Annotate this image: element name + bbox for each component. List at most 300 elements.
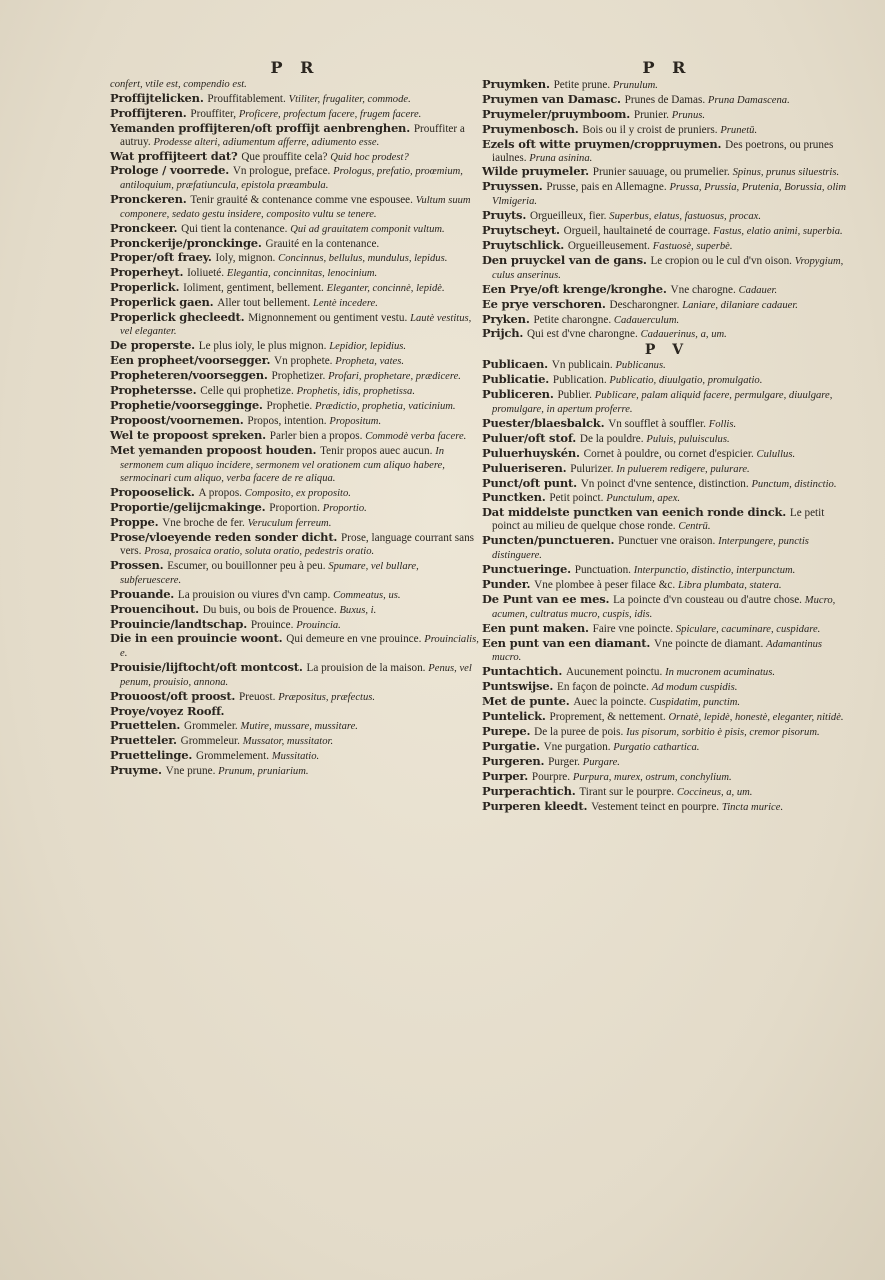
entry-headword: Prijch.	[482, 326, 528, 341]
dictionary-entry	[482, 770, 852, 785]
entry-french: Vne poincte de diamant.	[653, 637, 767, 650]
entry-french: Tenir propos auec aucun.	[320, 444, 436, 457]
dictionary-entry	[110, 749, 480, 764]
entry-french: Punctuation.	[574, 564, 634, 576]
entry-french: Grommeleur.	[180, 734, 243, 747]
entry-headword: Ezels oft witte pruymen/croppruymen.	[482, 136, 726, 151]
dictionary-entry	[482, 695, 852, 710]
dictionary-entry	[110, 764, 480, 779]
entry-headword: Yemanden proffijteren/oft proffijt aenbrenghen.	[110, 120, 414, 135]
entry-french: Orgueilleux, fier.	[529, 210, 610, 223]
entry-latin: Adamantinus mucro.	[492, 638, 823, 664]
dictionary-entry	[110, 661, 480, 690]
entry-french: Orgueil, haultaineté de courrage.	[563, 225, 714, 238]
entry-headword: Purperachtich.	[482, 783, 580, 798]
entry-headword: Puntelick.	[482, 709, 550, 724]
entry-headword: Pruymeler/pruymboom.	[482, 106, 634, 121]
entry-french: En façon de poincte.	[556, 681, 652, 694]
entry-latin: Punctum, distinctio.	[751, 478, 837, 490]
dictionary-entry	[110, 414, 480, 429]
dictionary-entry	[110, 150, 480, 165]
entry-french: Proprement, & nettement.	[549, 711, 669, 724]
dictionary-entry	[110, 296, 480, 311]
dictionary-entry	[110, 429, 480, 444]
entry-french: Prouince.	[250, 618, 297, 631]
dictionary-entry	[110, 486, 480, 501]
entry-latin: Eleganter, concinnè, lepidè.	[326, 282, 445, 294]
dictionary-entry	[110, 444, 480, 487]
entry-latin: Cuspidatim, punctim.	[649, 697, 741, 709]
entry-headword: Die in een prouincie woont.	[110, 631, 287, 646]
entry-latin: Cadauer.	[738, 284, 778, 296]
entry-french: Prouffiter,	[190, 107, 239, 120]
entry-french: De la pouldre.	[579, 432, 647, 445]
entry-french: Publication.	[552, 374, 610, 387]
entry-french: Vn poinct d'vne sentence, distinction.	[580, 477, 752, 490]
entry-headword: Purgatie.	[482, 738, 544, 753]
entry-headword: Prouincie/landtschap.	[110, 616, 251, 631]
entry-headword: Prouisie/lijftocht/oft montcost.	[110, 660, 307, 675]
entry-latin: Mutire, mussare, mussitare.	[240, 720, 358, 732]
entry-latin: Vtiliter, frugaliter, commode.	[288, 93, 411, 105]
dictionary-entry	[482, 224, 852, 239]
entry-latin: Ius pisorum, sorbitio è pisis, cremor pisorum.	[626, 726, 820, 738]
entry-headword: Proffijteren.	[110, 105, 191, 120]
entry-headword: Wel te propoost spreken.	[110, 427, 270, 442]
entry-headword: Prouande.	[110, 586, 178, 601]
entry-french: Publier.	[557, 389, 595, 402]
dictionary-entry	[482, 180, 852, 209]
entry-headword: Prossen.	[110, 557, 168, 572]
entry-headword: Pulueriseren.	[482, 460, 571, 475]
entry-headword: Proportie/gelijcmakinge.	[110, 500, 270, 515]
dictionary-entry	[110, 311, 480, 340]
dictionary-entry	[482, 593, 852, 622]
dictionary-entry	[110, 618, 480, 633]
dictionary-entry	[482, 710, 852, 725]
entry-latin: Cadauerinus, a, um.	[640, 329, 727, 341]
entry-latin: Propositum.	[329, 415, 382, 427]
dictionary-entry	[110, 384, 480, 399]
entry-headword: Den pruyckel van de gans.	[482, 252, 651, 267]
entry-latin: Lautè vestitus, vel eleganter.	[120, 312, 472, 338]
entry-french: Mignonnement ou gentiment vestu.	[248, 311, 411, 324]
entry-french: Le plus ioly, le plus mignon.	[198, 340, 330, 353]
entry-headword: Properlick ghecleedt.	[110, 309, 249, 324]
dictionary-entry	[482, 298, 852, 313]
entry-french: Qui est d'vne charongne.	[527, 328, 641, 341]
entry-latin: Prunetū.	[720, 124, 758, 136]
entry-french: Du buis, ou bois de Prouence.	[202, 603, 340, 616]
entry-headword: Proper/oft fraey.	[110, 249, 216, 264]
entry-headword: Een punt van een diamant.	[482, 635, 654, 650]
dictionary-entry	[110, 122, 480, 150]
entry-headword: Propoost/voornemen.	[110, 412, 248, 427]
entry-latin: In mucronem acuminatus.	[665, 667, 776, 679]
dictionary-entry	[482, 578, 852, 593]
entry-headword: Puluerhuyskén.	[482, 445, 584, 460]
entry-french: Ioliment, gentiment, bellement.	[183, 281, 327, 294]
entry-latin: Quid hoc prodest?	[330, 151, 409, 163]
entry-headword: Punder.	[482, 576, 535, 591]
dictionary-entry	[482, 123, 852, 138]
dictionary-entry	[110, 222, 480, 237]
entry-headword: Publicatie.	[482, 372, 553, 387]
dictionary-entry	[482, 491, 852, 506]
entry-french: Faire vne poincte.	[592, 622, 676, 635]
entry-french: Purger.	[548, 755, 583, 768]
dictionary-entry	[110, 501, 480, 516]
entry-latin: Spumare, vel bullare, subferuescere.	[120, 560, 419, 586]
entry-french: Vn prologue, preface.	[232, 165, 334, 178]
section-heading-pv: P V	[644, 342, 690, 359]
entry-headword: Pronckeer.	[110, 221, 182, 236]
dictionary-entry	[110, 719, 480, 734]
dictionary-entry	[482, 563, 852, 578]
dictionary-entry	[110, 281, 480, 296]
entry-headword: Pruyssen.	[482, 179, 547, 194]
entry-headword: Puluer/oft stof.	[482, 430, 580, 445]
entry-headword: Properlick.	[110, 279, 184, 294]
entry-latin: Commeatus, us.	[333, 589, 401, 601]
dictionary-entry	[482, 78, 852, 93]
entry-latin: Ornatè, lepidè, honestè, eleganter, nitidè.	[668, 712, 844, 724]
entry-latin: Proportio.	[322, 503, 367, 515]
dictionary-entry	[110, 632, 480, 661]
dictionary-entry	[110, 399, 480, 414]
entry-latin: Propheta, vates.	[335, 356, 405, 368]
entry-french: Bois ou il y croist de pruniers.	[582, 123, 721, 136]
dictionary-entry	[110, 369, 480, 384]
entry-latin: Mucro, acumen, cultratus mucro, cuspis, idis.	[492, 594, 836, 620]
entry-french: Propos, intention.	[247, 414, 330, 427]
entry-headword: Pruettelen.	[110, 717, 184, 732]
entry-headword: Proppe.	[110, 515, 163, 530]
entry-french: Descharongner.	[609, 298, 683, 311]
entry-headword: De Punt van ee mes.	[482, 591, 614, 606]
dictionary-entry	[482, 388, 852, 417]
dictionary-entry	[110, 354, 480, 369]
entry-latin: Spinus, prunus siluestris.	[732, 167, 840, 179]
entry-latin: Lepidior, lepidius.	[329, 341, 407, 353]
entry-latin: Interpungere, punctis distinguere.	[492, 536, 809, 562]
entry-french: Prunier sauuage, ou prumelier.	[592, 166, 733, 179]
entry-french: Vestement teinct en pourpre.	[591, 800, 722, 813]
entry-headword: Propooselick.	[110, 485, 199, 500]
entry-latin: Lentè incedere.	[313, 297, 378, 309]
entry-latin: Composito, ex proposito.	[244, 488, 351, 500]
entry-headword: Met yemanden propoost houden.	[110, 442, 321, 457]
dictionary-entry	[482, 755, 852, 770]
entry-french: Petite prune.	[553, 79, 613, 91]
entry-latin: Qui ad grauitatem componit vultum.	[290, 224, 445, 236]
entry-french: Ioliueté.	[187, 266, 227, 279]
entry-french: Pourpre.	[531, 770, 573, 783]
entry-headword: Een punt maken.	[482, 620, 593, 635]
entry-french: Vn prophete.	[274, 355, 336, 368]
entry-headword: Purperen kleedt.	[482, 798, 592, 813]
entry-headword: Pruettelinge.	[110, 747, 196, 762]
entry-french: Que prouffite cela?	[241, 150, 331, 163]
dictionary-entry	[110, 92, 480, 107]
entry-headword: Prophetie/voorsegginge.	[110, 397, 267, 412]
entry-latin: Prouincia.	[296, 619, 341, 631]
entry-headword: Pruytscheyt.	[482, 223, 564, 238]
entry-french: Prouffiter a autruy.	[120, 122, 465, 148]
entry-latin: Puluis, puluisculus.	[646, 433, 730, 445]
dictionary-entry	[482, 506, 852, 534]
entry-latin: Prophetis, idis, prophetissa.	[296, 386, 415, 398]
dictionary-entry	[110, 734, 480, 749]
entry-latin: Publicare, palam aliquid facere, permulgare, diuulgare, promulgare, in apertum proferre.	[492, 390, 833, 416]
entry-french: De la puree de pois.	[534, 725, 627, 738]
entry-french: A propos.	[198, 487, 245, 500]
entry-french: Prophetizer.	[271, 370, 329, 383]
entry-latin: Laniare, dilaniare cadauer.	[682, 299, 798, 311]
entry-french: Escumer, ou bouillonner peu à peu.	[167, 559, 329, 572]
entry-french: Aller tout bellement.	[217, 296, 313, 309]
entry-french: Qui demeure en vne prouince.	[286, 633, 425, 646]
entry-headword: Puester/blaesbalck.	[482, 415, 609, 430]
right-column	[482, 58, 852, 814]
dictionary-entry	[482, 358, 852, 373]
entry-headword: Puntachtich.	[482, 664, 566, 679]
dictionary-entry	[482, 534, 852, 563]
entry-latin: Punctulum, apex.	[606, 493, 681, 505]
entry-latin: Proficere, profectum facere, frugem facere.	[238, 108, 422, 120]
entry-headword: Proffijtelicken.	[110, 90, 208, 105]
entry-headword: Puntswijse.	[482, 679, 557, 694]
entry-latin: Follis.	[708, 418, 737, 430]
dictionary-entry	[110, 78, 480, 92]
dictionary-entry	[110, 266, 480, 281]
entry-headword: Prouencihout.	[110, 601, 203, 616]
entry-headword: Ee prye verschoren.	[482, 296, 610, 311]
dictionary-entry	[482, 785, 852, 800]
entry-french: Preuost.	[239, 691, 279, 704]
dictionary-entry	[110, 690, 480, 705]
entry-latin: Prosa, prosaica oratio, soluta oratio, pedestris oratio.	[144, 546, 375, 557]
entry-latin: Prunulum.	[612, 80, 658, 91]
entry-headword: Puncten/punctueren.	[482, 533, 619, 548]
dictionary-entry	[482, 239, 852, 254]
entry-latin: Prussa, Prussia, Prutenia, Borussia, olim Vlmigeria.	[492, 182, 847, 208]
entry-latin: Centrū.	[678, 521, 711, 533]
entry-french: Le petit poinct au milieu de quelque chose ronde.	[492, 507, 825, 533]
entry-french: Tenir grauité & contenance comme vne espousee.	[190, 194, 416, 207]
dictionary-entry	[110, 107, 480, 122]
entry-latin: Elegantia, concinnitas, lenocinium.	[226, 267, 378, 279]
entry-french: Le cropion ou le cul d'vn oison.	[650, 254, 795, 267]
entry-headword: Pryken.	[482, 311, 534, 326]
dictionary-entry	[110, 705, 480, 719]
entry-latin: confert, vtile est, compendio est.	[110, 79, 247, 90]
entry-headword: Purper.	[482, 768, 532, 783]
dictionary-entry	[482, 447, 852, 462]
entry-latin: Prunum, pruniarium.	[218, 765, 309, 777]
dictionary-entry	[110, 588, 480, 603]
dictionary-entry	[110, 164, 480, 193]
dictionary-entry	[110, 251, 480, 266]
entry-french: Vne prune.	[165, 764, 219, 777]
entry-headword: Pruymken.	[482, 77, 554, 91]
entry-headword: Purepe.	[482, 723, 535, 738]
entry-latin: Prædictio, prophetia, vaticinium.	[315, 400, 456, 412]
entry-headword: Met de punte.	[482, 694, 574, 709]
entry-latin: Fastuosè, superbè.	[652, 240, 733, 252]
entry-headword: Pruytschlick.	[482, 237, 568, 252]
dictionary-entry	[110, 531, 480, 559]
entry-french: Vne broche de fer.	[162, 517, 248, 530]
dictionary-entry	[482, 477, 852, 492]
entry-headword: Pronckerije/pronckinge.	[110, 235, 266, 250]
dictionary-entry	[110, 603, 480, 618]
entry-headword: Pruetteler.	[110, 732, 181, 747]
dictionary-entry	[482, 680, 852, 695]
entry-french: Cornet à pouldre, ou cornet d'espicier.	[583, 447, 757, 460]
dictionary-entry	[482, 209, 852, 224]
entry-headword: Properheyt.	[110, 264, 188, 279]
entry-headword: Prologe / voorrede.	[110, 163, 233, 178]
entry-headword: Prouoost/oft proost.	[110, 689, 240, 704]
entry-french: La prouision de la maison.	[306, 662, 429, 675]
entry-headword: Pruyts.	[482, 208, 530, 223]
entry-french: Auec la poincte.	[573, 696, 650, 709]
entry-latin: Purgare.	[582, 756, 620, 768]
dictionary-entry	[482, 462, 852, 477]
entry-latin: Culullus.	[756, 448, 796, 460]
entry-headword: Prose/vloeyende reden sonder dicht.	[110, 530, 342, 545]
entry-headword: Een propheet/voorsegger.	[110, 353, 275, 368]
entry-french: Grauité en la contenance.	[265, 237, 380, 250]
entry-latin: Penus, vel penum, prouisio, annona.	[120, 663, 472, 689]
entry-latin: Mussator, mussitator.	[242, 735, 334, 747]
entry-latin: Libra plumbata, statera.	[677, 579, 782, 591]
dictionary-entry	[482, 254, 852, 283]
entry-latin: Veruculum ferreum.	[247, 518, 332, 530]
entry-french: Vne charogne.	[670, 283, 739, 296]
left-column	[110, 58, 480, 779]
right-entry-list-b	[482, 358, 852, 814]
entry-french: La prouision ou viures d'vn camp.	[177, 588, 334, 601]
entry-headword: Wat proffijteert dat?	[110, 148, 242, 163]
entry-latin: Prodesse alteri, adiumentum afferre, adiumento esse.	[153, 136, 380, 148]
right-column-heading: P R	[642, 58, 692, 77]
entry-headword: Publiceren.	[482, 387, 558, 402]
left-column-heading: P R	[270, 58, 320, 77]
right-entry-list-a	[482, 78, 852, 342]
entry-french: Prunes de Damas.	[624, 93, 708, 106]
entry-latin: Spiculare, cacuminare, cuspidare.	[675, 623, 821, 635]
dictionary-entry	[482, 108, 852, 123]
dictionary-entry	[482, 283, 852, 298]
entry-french: Vn soufflet à souffler.	[608, 417, 709, 430]
entry-latin: Purgatio cathartica.	[613, 741, 700, 753]
entry-latin: Purpura, murex, ostrum, conchylium.	[572, 771, 732, 783]
dictionary-entry	[482, 165, 852, 180]
entry-french: La poincte d'vn cousteau ou d'autre chose.	[613, 593, 805, 606]
entry-headword: De properste.	[110, 338, 199, 353]
entry-french: Ioly, mignon.	[215, 251, 279, 264]
dictionary-entry	[482, 432, 852, 447]
entry-latin: Prologus, prefatio, proœmium, antiloquium, præfatiuncula, epistola præambula.	[120, 166, 463, 192]
dictionary-entry	[482, 665, 852, 680]
entry-french: Orgueilleusement.	[567, 239, 653, 252]
entry-headword: Wilde pruymeler.	[482, 164, 593, 179]
entry-headword: Pronckeren.	[110, 192, 191, 207]
entry-latin: Cadauerculum.	[613, 314, 680, 326]
entry-french: Punctuer vne oraison.	[618, 535, 719, 548]
entry-latin: Ad modum cuspidis.	[651, 682, 738, 694]
dictionary-entry	[110, 193, 480, 222]
entry-headword: Dat middelste punctken van eenich ronde dinck.	[482, 505, 790, 520]
entry-headword: Pruymen van Damasc.	[482, 91, 625, 106]
entry-latin: In puluerem redigere, pulurare.	[616, 463, 750, 475]
dictionary-entry	[482, 740, 852, 755]
entry-latin: Commodè verba facere.	[365, 430, 467, 442]
entry-french: Petite charongne.	[533, 313, 614, 326]
entry-french: Vn publicain.	[551, 359, 616, 372]
entry-french: Prunier.	[633, 108, 672, 121]
entry-latin: Fastus, elatio animi, superbia.	[713, 226, 843, 238]
entry-latin: In sermonem cum aliquo incidere, sermonem vel orationem cum aliquo habere, sermocinari cum aliquo, verba facere de re aliqua.	[120, 445, 445, 485]
dictionary-entry	[482, 725, 852, 740]
entry-headword: Punctken.	[482, 490, 550, 505]
dictionary-entry	[482, 637, 852, 666]
entry-latin: Publicatio, diuulgatio, promulgatio.	[609, 375, 763, 387]
dictionary-entry	[482, 93, 852, 108]
entry-latin: Prouincialis, e.	[120, 634, 479, 660]
dictionary-entry	[110, 559, 480, 588]
entry-french: Tirant sur le pourpre.	[579, 785, 677, 798]
entry-headword: Prophetersse.	[110, 383, 201, 398]
entry-french: Celle qui prophetize.	[200, 385, 297, 398]
entry-latin: Publicanus.	[615, 360, 666, 372]
dictionary-entry	[482, 800, 852, 815]
entry-french: Vne plombee à peser filace &c.	[534, 578, 678, 591]
entry-headword: Publicaen.	[482, 357, 552, 372]
entry-latin: Interpunctio, distinctio, interpunctum.	[633, 565, 796, 576]
entry-latin: Pruna asinina.	[529, 152, 593, 164]
entry-headword: Punctueringe.	[482, 562, 575, 576]
entry-french: Prusse, pais en Allemagne.	[546, 181, 670, 194]
dictionary-entry	[482, 313, 852, 328]
entry-french: Parler bien a propos.	[269, 429, 366, 442]
entry-latin: Concinnus, bellulus, mundulus, lepidus.	[278, 252, 448, 264]
entry-french: Pulurizer.	[570, 462, 617, 475]
entry-french: Vne purgation.	[543, 740, 614, 753]
entry-headword: Purgeren.	[482, 753, 549, 768]
entry-french: Prophetie.	[266, 399, 316, 412]
entry-french: Qui tient la contenance.	[181, 223, 291, 236]
entry-french: Grommeler.	[183, 719, 241, 732]
entry-headword: Pruymenbosch.	[482, 121, 583, 136]
entry-headword: Punct/oft punt.	[482, 475, 581, 490]
entry-headword: Pruyme.	[110, 762, 166, 777]
entry-latin: Vropygium, culus anserinus.	[492, 255, 844, 281]
dictionary-entry	[110, 339, 480, 354]
entry-latin: Superbus, elatus, fastuosus, procax.	[609, 211, 762, 223]
dictionary-entry	[482, 417, 852, 432]
entry-latin: Coccineus, a, um.	[676, 786, 753, 798]
entry-french: Prose, language courrant sans vers.	[120, 532, 475, 557]
entry-french: Petit poinct.	[549, 492, 607, 505]
dictionary-entry	[110, 516, 480, 531]
left-entry-list	[110, 78, 480, 779]
entry-headword: Propheteren/voorseggen.	[110, 368, 272, 383]
entry-latin: Pruna Damascena.	[707, 94, 790, 106]
dictionary-entry	[482, 622, 852, 637]
